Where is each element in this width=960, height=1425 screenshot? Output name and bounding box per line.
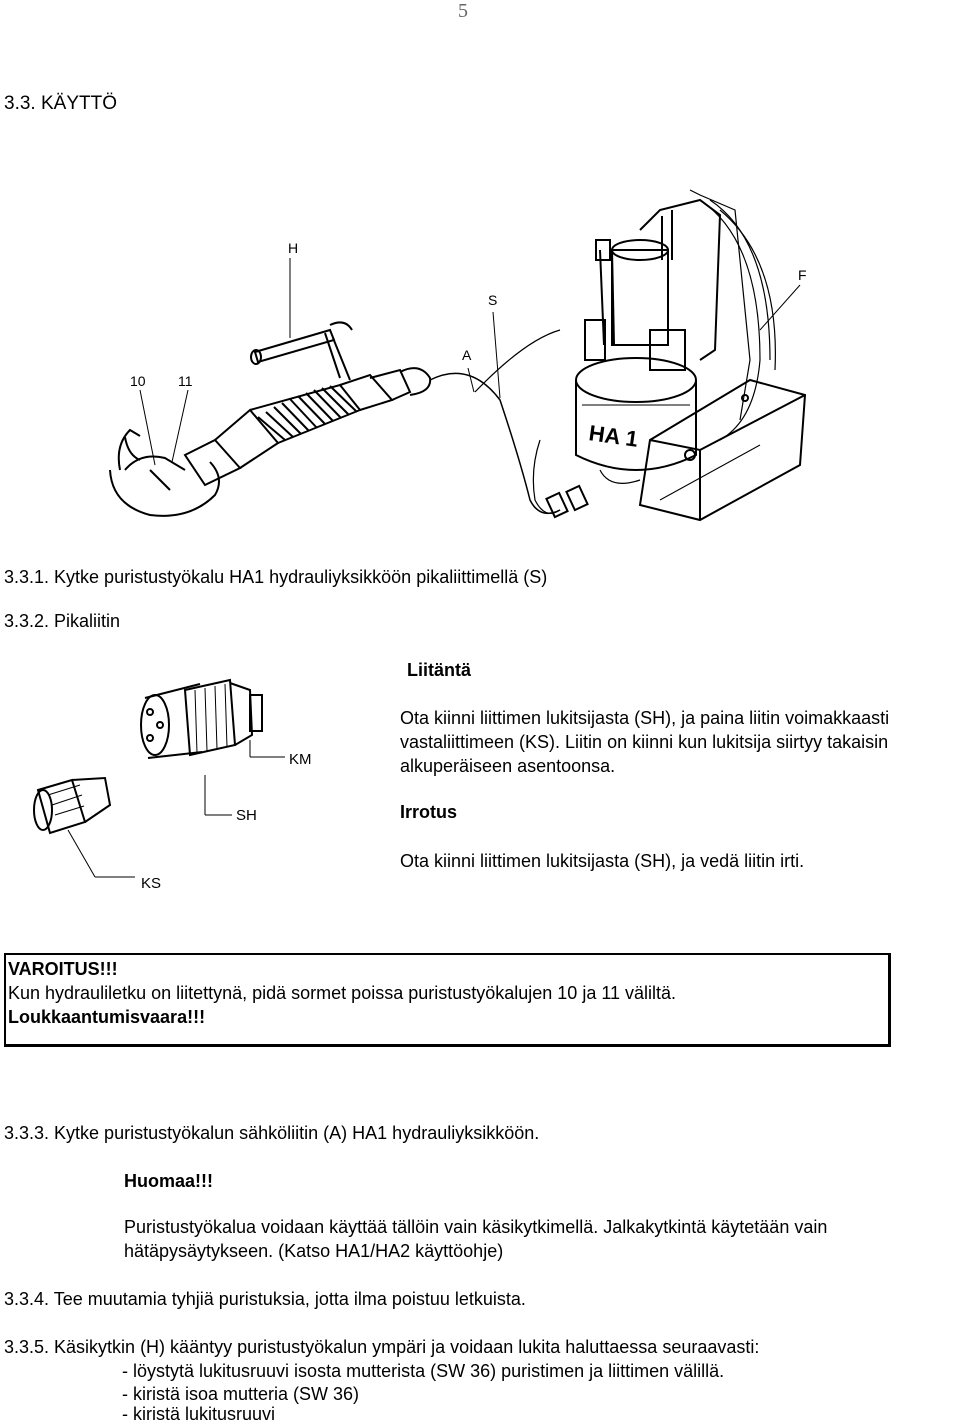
- label-s: S: [488, 292, 498, 308]
- release-text: Ota kiinni liittimen lukitsijasta (SH), ja vedä liitin irti.: [400, 851, 805, 871]
- connect-line-2: vastaliittimeen (KS). Liitin on kiinni kun lukitsija siirtyy takaisin: [400, 732, 889, 752]
- step-335-item-3: - kiristä lukitusruuvi: [122, 1404, 276, 1424]
- warning-danger: Loukkaantumisvaara!!!: [8, 1007, 206, 1027]
- label-f: F: [798, 267, 807, 283]
- page-number: 5: [458, 0, 468, 22]
- step-332: 3.3.2. Pikaliitin: [4, 611, 121, 631]
- note-line-2: hätäpysäytykseen. (Katso HA1/HA2 käyttöohje): [124, 1241, 504, 1261]
- step-331: 3.3.1. Kytke puristustyökalu HA1 hydrauliyksikköön pikaliittimellä (S): [4, 567, 548, 587]
- step-334: 3.3.4. Tee muutamia tyhjiä puristuksia, jotta ilma poistuu letkuista.: [4, 1289, 526, 1309]
- label-10: 10: [130, 373, 146, 389]
- label-a: A: [462, 347, 472, 363]
- connect-line-3: alkuperäiseen asentoonsa.: [400, 756, 616, 776]
- step-335: 3.3.5. Käsikytkin (H) kääntyy puristustyökalun ympäri ja voidaan lukita haluttaessa seuraavasti:: [4, 1337, 760, 1357]
- label-11: 11: [178, 373, 193, 389]
- warning-text: Kun hydrauliletku on liitettynä, pidä sormet poissa puristustyökalujen 10 ja 11 väliltä.: [8, 983, 677, 1003]
- step-335-item-2: - kiristä isoa mutteria (SW 36): [122, 1384, 360, 1404]
- label-ha1: HA 1: [587, 420, 640, 452]
- note-line-1: Puristustyökalua voidaan käyttää tällöin vain käsikytkimellä. Jalkakytkintä käytetään vain: [124, 1217, 828, 1237]
- step-335-item-1: - löystytä lukitusruuvi isosta mutterista (SW 36) puristimen ja liittimen välillä.: [122, 1361, 725, 1381]
- section-title: 3.3. KÄYTTÖ: [4, 93, 117, 114]
- step-333: 3.3.3. Kytke puristustyökalun sähköliitin (A) HA1 hydrauliyksikköön.: [4, 1123, 540, 1143]
- crimp-jaw: [110, 462, 219, 516]
- warning-title: VAROITUS!!!: [8, 959, 118, 979]
- release-heading: Irrotus: [400, 802, 458, 822]
- label-h: H: [288, 240, 299, 256]
- note-heading: Huomaa!!!: [124, 1171, 213, 1191]
- connect-line-1: Ota kiinni liittimen lukitsijasta (SH), ja paina liitin voimakkaasti: [400, 708, 890, 728]
- label-km: KM: [289, 751, 312, 768]
- label-ks: KS: [141, 875, 162, 892]
- connect-heading: Liitäntä: [407, 660, 472, 680]
- label-sh: SH: [236, 807, 257, 824]
